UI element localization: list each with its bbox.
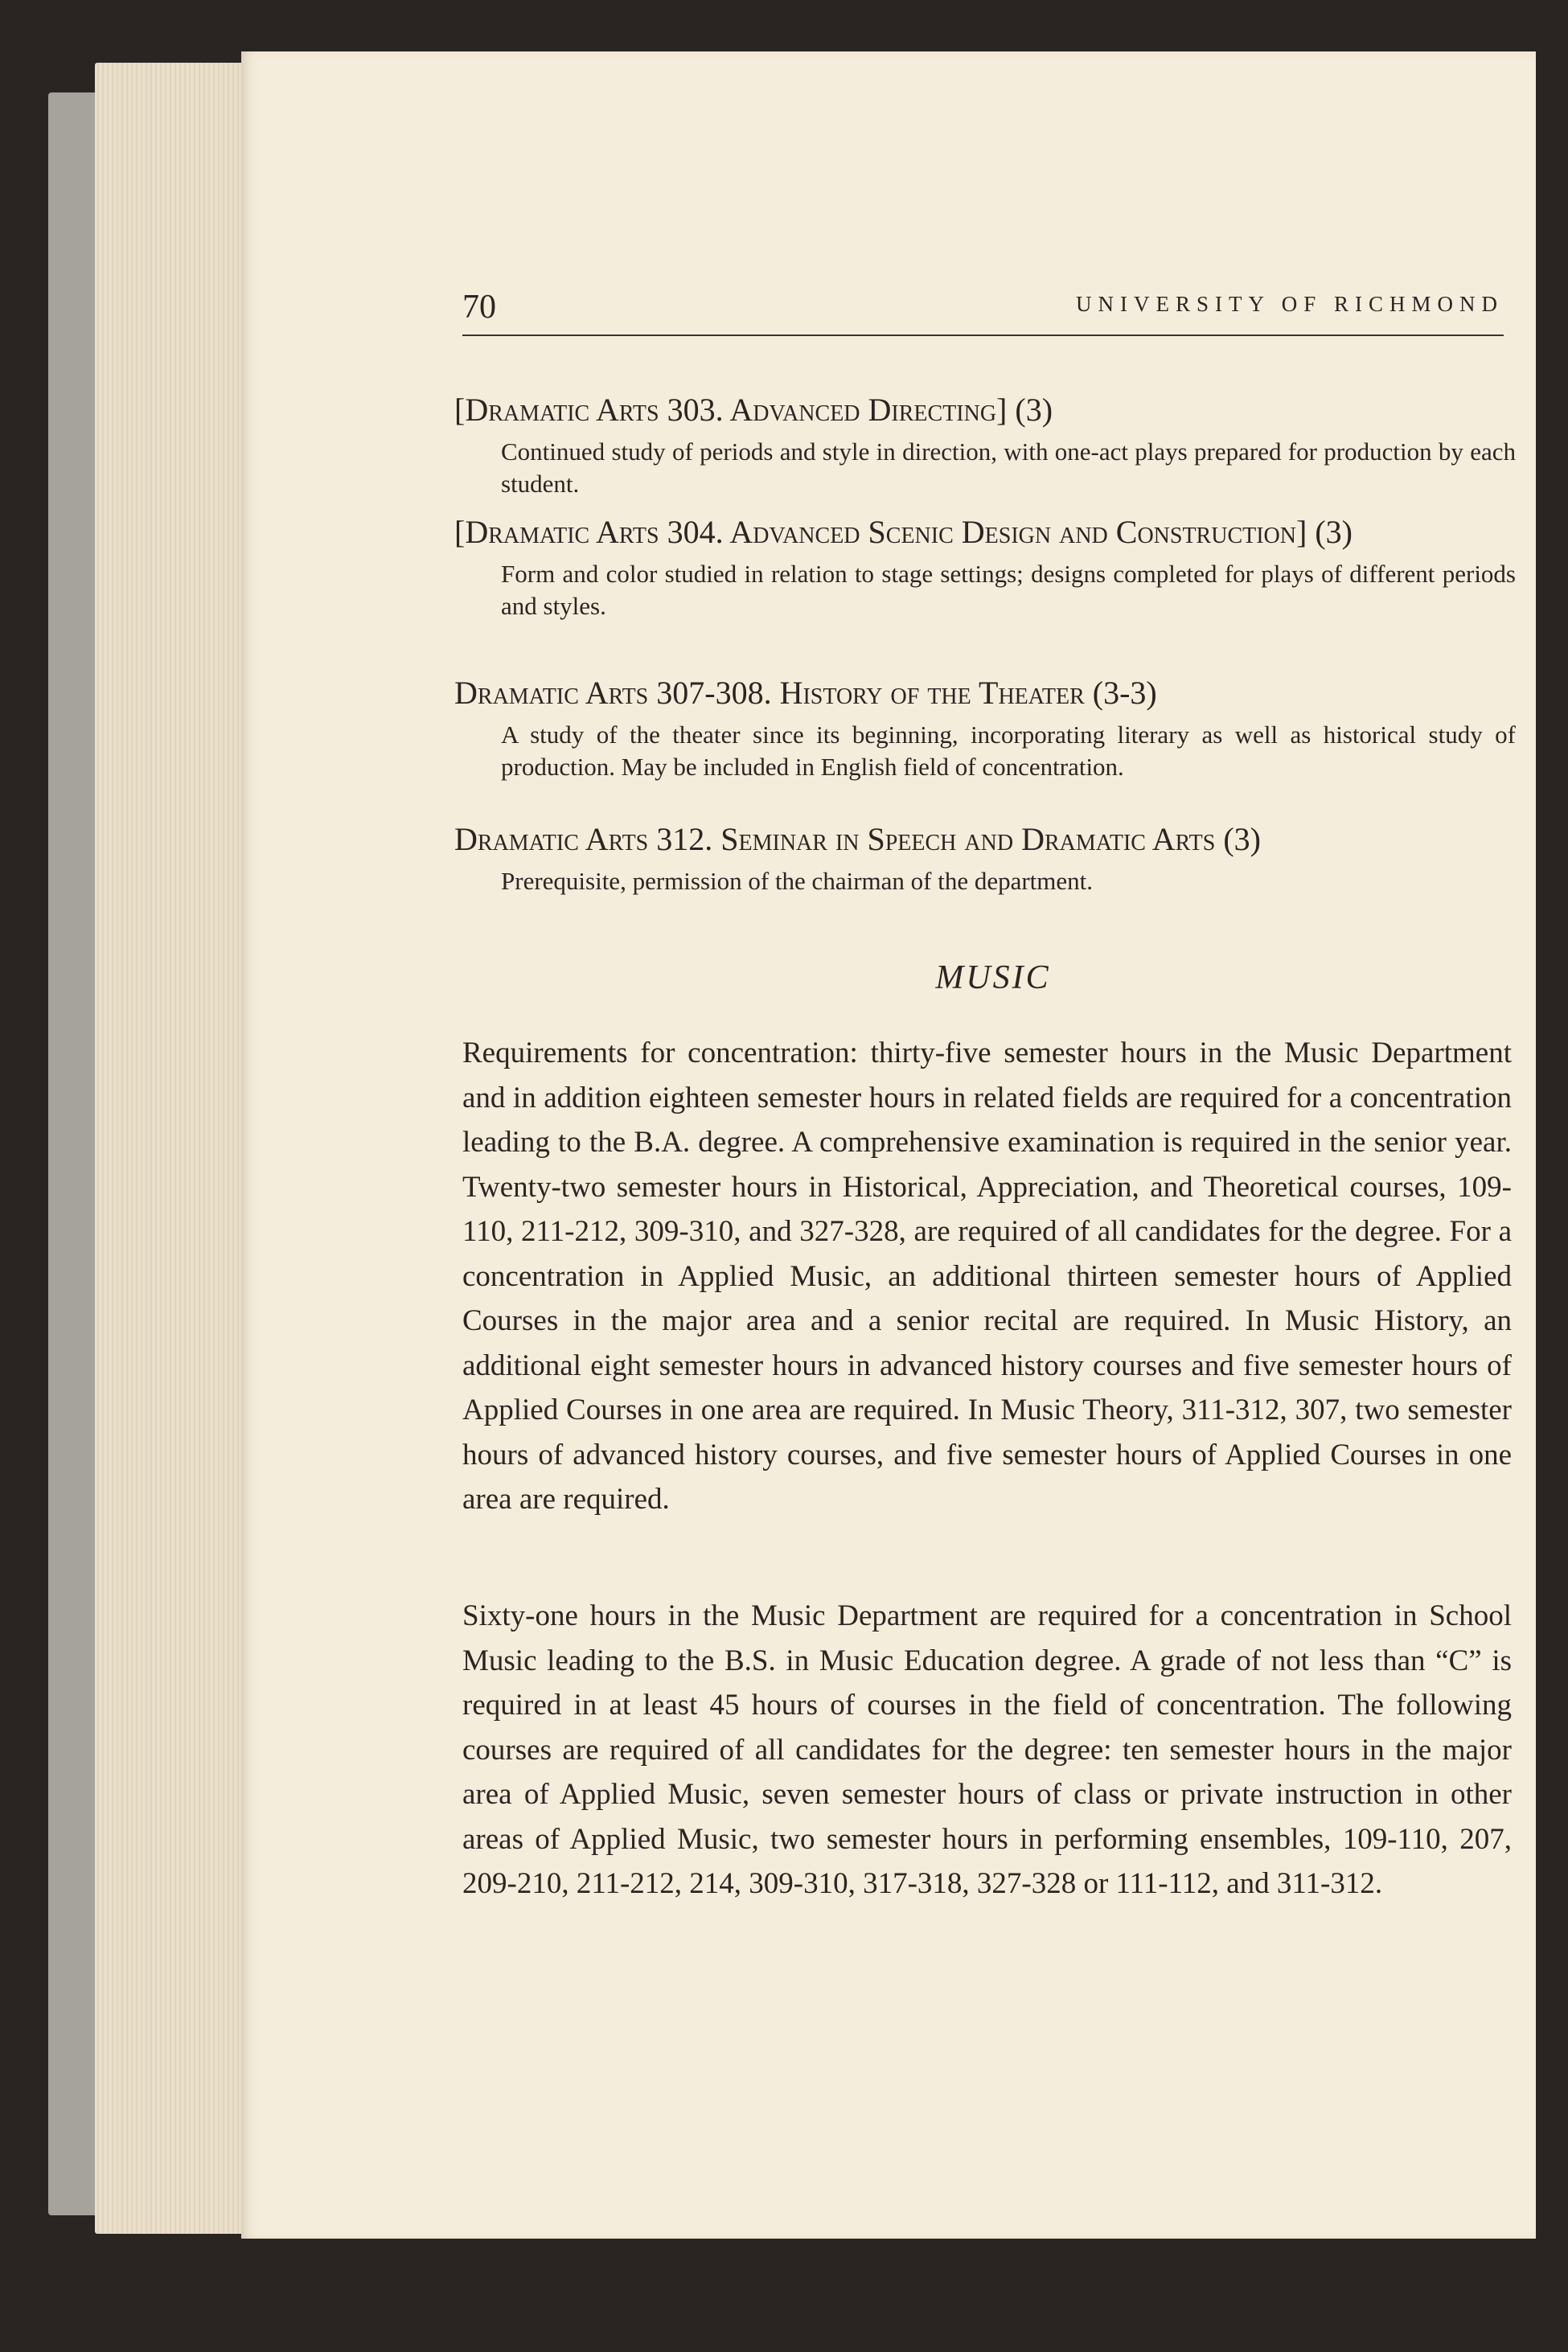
course-description: A study of the theater since its beginning, incorporating literary as well as historical study of production. May be included in English field of concentration. bbox=[501, 720, 1516, 781]
course-title: Dramatic Arts 312. Seminar in Speech and Dramatic Arts (3) bbox=[454, 821, 1261, 857]
course-title: [Dramatic Arts 304. Advanced Scenic Design and Construction] (3) bbox=[454, 514, 1353, 550]
page-header bbox=[462, 238, 1504, 336]
body-paragraph: Requirements for concentration: thirty-five semester hours in the Music Department and in addition eighteen semester hours in related fields are required for a concentration leading to the B.A. degree. A comprehensive examination is required in the senior year. Twenty-two semester hours in Historical, Appreciation, and Theoretical courses, 109-110, 211-212, 309-310, and 327-328, are required of all candidates for the degree. For a concentration in Applied Music, an additional thirteen semester hours of Applied Courses in the major area and a senior recital are required. In Music History, an additional eight semester hours in advanced history courses and five semester hours of Applied Courses in one area are required. In Music Theory, 311-312, 307, two semester hours of advanced history courses, and five semester hours of Applied Courses in one area are required. bbox=[462, 1036, 1512, 1516]
course-entry bbox=[454, 817, 1516, 897]
course-description: Form and color studied in relation to stage settings; designs completed for plays of different periods and styles. bbox=[501, 560, 1516, 620]
course-title: Dramatic Arts 307-308. History of the Theater (3-3) bbox=[454, 675, 1157, 711]
course-description: Prerequisite, permission of the chairman of the department. bbox=[501, 867, 1094, 895]
body-paragraph: Sixty-one hours in the Music Department are required for a concentration in School Music leading to the B.S. in Music Education degree. A grade of not less than “C” is required in at least 45 hours of courses in the field of concentration. The following courses are required of all candidates for the degree: ten semester hours in the major area of Applied Music, seven semester hours of class or private instruction in other areas of Applied Music, two semester hours in performing ensembles, 109-110, 207, 209-210, 211-212, 214, 309-310, 317-318, 327-328 or 111-112, and 311-312. bbox=[462, 1599, 1512, 1900]
book-page bbox=[241, 51, 1536, 2239]
course-entry bbox=[454, 671, 1516, 783]
course-title: [Dramatic Arts 303. Advanced Directing] (3) bbox=[454, 392, 1053, 428]
course-entry bbox=[454, 388, 1516, 500]
page-number: 70 bbox=[462, 289, 496, 326]
section-title: MUSIC bbox=[935, 959, 1051, 996]
course-entry bbox=[454, 510, 1516, 622]
running-head: UNIVERSITY OF RICHMOND bbox=[1075, 292, 1504, 316]
course-description: Continued study of periods and style in direction, with one-act plays prepared for production by each student. bbox=[501, 437, 1516, 498]
